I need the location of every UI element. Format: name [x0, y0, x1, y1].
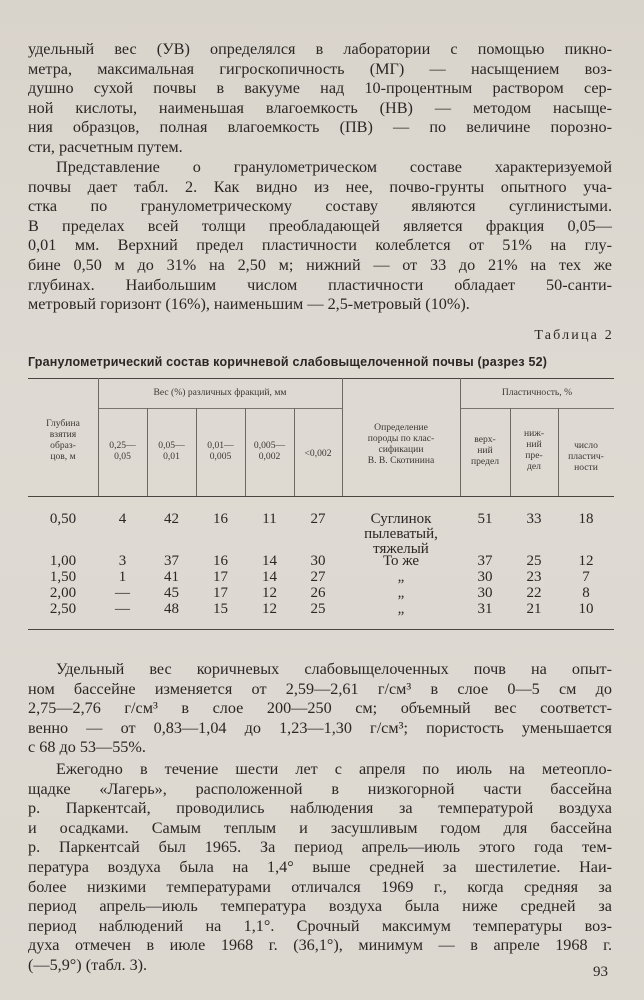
cell-plasticity: 33 — [526, 511, 542, 527]
rock-type-line: „ — [397, 601, 405, 617]
cell-fraction: 16 — [213, 511, 228, 527]
table-bottom-rule — [28, 629, 614, 630]
text-line: венно — от 0,83—1,04 до 1,23—1,30 г/см³; пористость уменьшается — [28, 718, 612, 737]
cell-fraction: 25 — [310, 601, 326, 617]
table-header-rule — [28, 496, 614, 497]
table-caption: Гранулометрический состав коричневой слабовыщелоченной почвы (разрез 52) — [28, 355, 548, 369]
page-number: 93 — [593, 964, 608, 980]
header-fraction: 0,005— 0,002 — [253, 440, 286, 462]
cell-fraction: 12 — [262, 601, 277, 617]
text-line: Удельный вес коричневых слабовыщелоченных почв на опыт- — [56, 660, 612, 678]
cell-plasticity: 30 — [477, 569, 493, 585]
paragraph-granulometry — [28, 158, 612, 315]
text-line: период наблюдений на 1,1°. Срочный максимум температуры воз- — [28, 916, 612, 935]
cell-depth: 1,50 — [49, 569, 77, 585]
rock-type-line: „ — [397, 585, 405, 601]
text-line: духа отмечен в июле 1968 г. (36,1°), минимум — в апреле 1968 г. — [28, 936, 612, 955]
cell-fraction: 17 — [213, 569, 228, 585]
text-line: период апрель—июль температура воздуха была ниже средней за — [28, 897, 612, 916]
cell-fraction: 37 — [164, 553, 179, 569]
cell-fraction: 1 — [118, 569, 127, 585]
text-line: удельный вес (УВ) определялся в лаборатории с помощью пикно- — [28, 40, 612, 58]
table-top-rule — [28, 378, 614, 379]
cell-fraction: 26 — [310, 585, 326, 601]
text-line: и осадками. Самым теплым и засушливым годом для бассейна — [28, 818, 612, 837]
cell-fraction: 30 — [310, 553, 326, 569]
rock-type-line: „ — [397, 569, 405, 585]
cell-fraction: 27 — [310, 569, 326, 585]
rock-type-line: То же — [382, 553, 420, 569]
text-line: душно сухой почвы в вакууме над 10-процентным раствором сер- — [28, 79, 612, 98]
text-line: ном бассейне изменяется от 2,59—2,61 г/см³ в слое 0—5 см до — [28, 679, 612, 698]
text-line: с 68 до 53—55%. — [28, 738, 146, 757]
text-line: Ежегодно в течение шести лет с апреля по июль на метеопло- — [56, 760, 612, 778]
granulometry-table — [28, 378, 614, 630]
cell-plasticity: 12 — [578, 553, 594, 569]
cell-depth: 2,50 — [49, 601, 77, 617]
text-line: бине 0,50 м до 31% на 2,50 м; нижний — от 33 до 21% на тех же — [28, 255, 612, 274]
cell-fraction: 42 — [164, 511, 179, 527]
cell-plasticity: 22 — [526, 585, 542, 601]
header-plastic: верх- ний предел — [471, 434, 499, 467]
cell-plasticity: 21 — [526, 601, 542, 617]
text-line: более низкими температурами отличался 1969 г., когда средняя за — [28, 877, 612, 896]
cell-fraction: 4 — [118, 511, 127, 527]
cell-fraction: 11 — [262, 511, 277, 527]
cell-plasticity: 8 — [582, 585, 590, 601]
paragraph-observations — [28, 760, 612, 976]
paragraph-specific-weight — [28, 660, 612, 758]
text-line: р. Паркентсай, проводились наблюдения за температурой воздуха — [28, 799, 612, 818]
rock-type-line: Суглинок — [370, 511, 432, 527]
header-rock: Определение породы по клас- сификации В. В. Скотинина — [367, 422, 435, 466]
cell-fraction: — — [115, 585, 130, 601]
cell-rock-type — [342, 570, 460, 585]
cell-fraction: — — [115, 601, 130, 617]
header-plastic: ниж- ний пре- дел — [523, 428, 545, 472]
text-line: 0,01 мм. Верхний предел пластичности колеблется от 51% на глу- — [28, 236, 612, 255]
text-line: почвы дает табл. 2. Как видно из нее, почво-грунты опытного уча- — [28, 177, 612, 196]
cell-plasticity: 31 — [477, 601, 493, 617]
cell-fraction: 27 — [310, 511, 326, 527]
text-line: метровый горизонт (16%), наименьшим — 2,5-метровый (10%). — [28, 295, 470, 314]
cell-rock-type — [342, 554, 460, 569]
header-fraction: <0,002 — [304, 448, 332, 459]
cell-plasticity: 37 — [477, 553, 493, 569]
cell-depth: 2,00 — [49, 585, 77, 601]
text-line: ной кислоты, наименьшая влагоемкость (НВ) — методом насыще- — [28, 98, 612, 117]
cell-plasticity: 30 — [477, 585, 493, 601]
text-line: 2,75—2,76 г/см³ в слое 200—250 см; объемный вес соответст- — [28, 699, 612, 718]
cell-plasticity: 51 — [477, 511, 493, 527]
plastic-group-rule — [460, 408, 614, 409]
header-plastic-group: Пластичность, % — [501, 387, 573, 398]
cell-fraction: 12 — [262, 585, 277, 601]
rock-type-line: тяжелый — [373, 541, 429, 557]
header-depth: Глубина взятия образ- цов, м — [46, 418, 80, 462]
header-weight-group: Вес (%) различных фракций, мм — [153, 387, 287, 398]
cell-rock-type — [342, 602, 460, 617]
cell-fraction: 14 — [262, 553, 277, 569]
text-line: р. Паркентсай был 1965. За период апрель—июль этого года тем- — [28, 838, 612, 857]
cell-rock-type — [342, 586, 460, 601]
cell-fraction: 17 — [213, 585, 228, 601]
cell-fraction: 48 — [164, 601, 179, 617]
text-line: пература воздуха была на 1,4° выше средней за шестилетие. Наи- — [28, 857, 612, 876]
text-line: щадке «Лагерь», расположенной в низкогорной части бассейна — [28, 779, 612, 798]
table-label: Таблица 2 — [534, 328, 614, 343]
cell-rock-type — [342, 512, 460, 557]
cell-plasticity: 7 — [582, 569, 590, 585]
text-line: (—5,9°) (табл. 3). — [28, 955, 148, 974]
cell-fraction: 14 — [262, 569, 277, 585]
text-line: метра, максимальная гигроскопичность (МГ) — насыщением воз- — [28, 59, 612, 78]
cell-depth: 1,00 — [49, 553, 77, 569]
header-fraction: 0,25— 0,05 — [109, 440, 136, 462]
cell-depth: 0,50 — [49, 511, 77, 527]
cell-fraction: 16 — [213, 553, 228, 569]
text-line: стка по гранулометрическому составу являются суглинистыми. — [28, 197, 612, 216]
text-line: ния образцов, полная влагоемкость (ПВ) — по величине порозно- — [28, 118, 612, 137]
cell-plasticity: 23 — [526, 569, 542, 585]
header-fraction: 0,05— 0,01 — [158, 440, 185, 462]
text-line: В пределах всей толщи преобладающей является фракция 0,05— — [28, 216, 612, 235]
cell-fraction: 3 — [118, 553, 127, 569]
cell-fraction: 15 — [213, 601, 228, 617]
cell-plasticity: 10 — [578, 601, 594, 617]
text-line: Представление о гранулометрическом составе характеризуемой — [56, 158, 612, 176]
cell-plasticity: 18 — [578, 511, 594, 527]
weight-group-rule — [98, 408, 342, 409]
cell-fraction: 45 — [164, 585, 179, 601]
text-line: сти, расчетным путем. — [28, 137, 183, 156]
paragraph-methods — [28, 40, 612, 158]
cell-plasticity: 25 — [526, 553, 542, 569]
cell-fraction: 41 — [164, 569, 179, 585]
rock-type-line: пылеватый, — [364, 526, 438, 542]
text-line: глубинах. Наибольшим числом пластичности обладает 50-санти- — [28, 275, 612, 294]
header-fraction: 0,01— 0,005 — [207, 440, 234, 462]
header-plastic: число пластич- ности — [568, 440, 604, 473]
